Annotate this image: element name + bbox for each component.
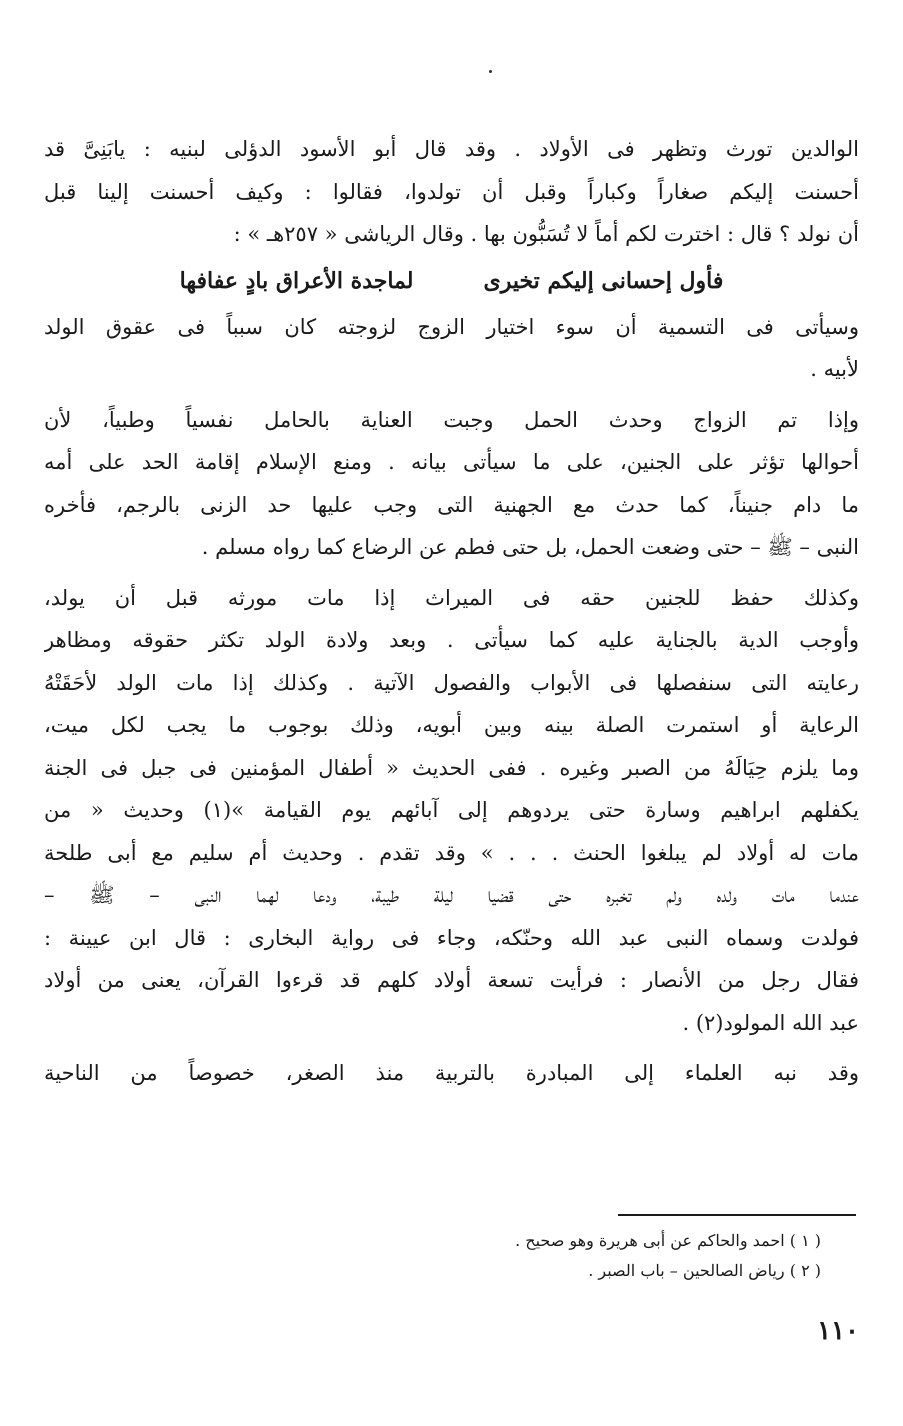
text-line: فولدت وسماه النبى عبد الله وحنّكه، وجاء فى رواية البخارى : قال ابن عيينة : <box>44 925 859 950</box>
text-line: أن نولد ؟ قال : اخترت لكم أماً لا تُسَبُّون بها . وقال الرياشى « ٢٥٧هـ » : <box>233 222 859 246</box>
footnote-divider <box>618 1214 856 1216</box>
footnote-1: ( ١ ) احمد والحاكم عن أبى هريرة وهو صحيح . <box>515 1231 821 1250</box>
text-line: لأبيه . <box>810 357 859 381</box>
text-line: مات له أولاد لم يبلغوا الحنث . . . » وقد تقدم . وحديث أم سليم مع أبى طلحة <box>44 840 859 865</box>
paragraph-naming <box>44 306 859 391</box>
verse-hemistich-first: فأول إحسانى إليكم تخيرى <box>483 267 724 294</box>
text-line: أحسنت إليكم صغاراً وكباراً وقبل أن تولدوا، فقالوا : وكيف أحسنت إلينا قبل <box>44 179 859 204</box>
page-number: ١١٠ <box>817 1316 859 1346</box>
text-line: النبى – ﷺ – حتى وضعت الحمل، بل حتى فطم عن الرضاع كما رواه مسلم . <box>201 535 859 559</box>
paragraph-upbringing <box>44 1052 859 1095</box>
paragraph-pregnancy <box>44 399 859 569</box>
footnote-2: ( ٢ ) رياض الصالحين – باب الصبر . <box>588 1261 821 1280</box>
text-line: عندما مات ولده ولم تخبره حتى قضيا ليلة طيبة، ودعا لهما النبى – ﷺ – <box>44 883 859 907</box>
text-line: وأوجب الدية بالجناية عليه كما سيأتى . وبعد ولادة الولد تكثر حقوقه ومظاهر <box>44 628 859 652</box>
page-body <box>44 128 859 1095</box>
text-line: الرعاية أو استمرت الصلة بينه وبين أبويه، وذلك بوجوب ما يجب لكل ميت، <box>44 713 859 737</box>
print-speck <box>489 70 492 73</box>
text-line: رعايته التى سنفصلها فى الأبواب والفصول الآتية . وكذلك إذا مات الولد لأحَقَتْهُ <box>44 670 859 695</box>
text-line: وقد نبه العلماء إلى المبادرة بالتربية منذ الصغر، خصوصاً من الناحية <box>44 1061 859 1085</box>
text-line: وما يلزم حِيَالَهُ من الصبر وغيره . ففى الحديث « أطفال المؤمنين فى جبل فى الجنة <box>44 755 859 780</box>
paragraph-intro <box>44 128 859 256</box>
text-line: فقال رجل من الأنصار : فرأيت تسعة أولاد كلهم قد قرءوا القرآن، يعنى من أولاد <box>44 968 859 992</box>
text-line: أحوالها تؤثر على الجنين، على ما سيأتى بيانه . ومنع الإسلام إقامة الحد على أمه <box>44 450 859 474</box>
text-line: وإذا تم الزواج وحدث الحمل وجبت العناية بالحامل نفسياً وطبياً، لأن <box>44 407 859 432</box>
paragraph-inheritance <box>44 577 859 1045</box>
text-line: وكذلك حفظ للجنين حقه فى الميراث إذا مات مورثه قبل أن يولد، <box>44 585 859 610</box>
text-line: ما دام جنيناً، كما حدث مع الجهنية التى وجب عليها حد الزنى بالرجم، فأخره <box>44 492 859 517</box>
text-line: يكفلهم ابراهيم وسارة حتى يردوهم إلى آبائهم يوم القيامة »(١) وحديث « من <box>44 798 859 822</box>
footnotes <box>321 1226 821 1286</box>
poetry-verse <box>44 256 859 306</box>
text-line: عبد الله المولود(٢) . <box>682 1010 859 1035</box>
verse-hemistich-second: لماجدة الأعراق بادٍ عفافها <box>179 267 414 294</box>
text-line: وسيأتى فى التسمية أن سوء اختيار الزوج لزوجته كان سبباً فى عقوق الولد <box>44 314 859 339</box>
text-line: الوالدين تورث وتظهر فى الأولاد . وقد قال أبو الأسود الدؤلى لبنيه : يابَنِىَّ قد <box>44 137 859 161</box>
